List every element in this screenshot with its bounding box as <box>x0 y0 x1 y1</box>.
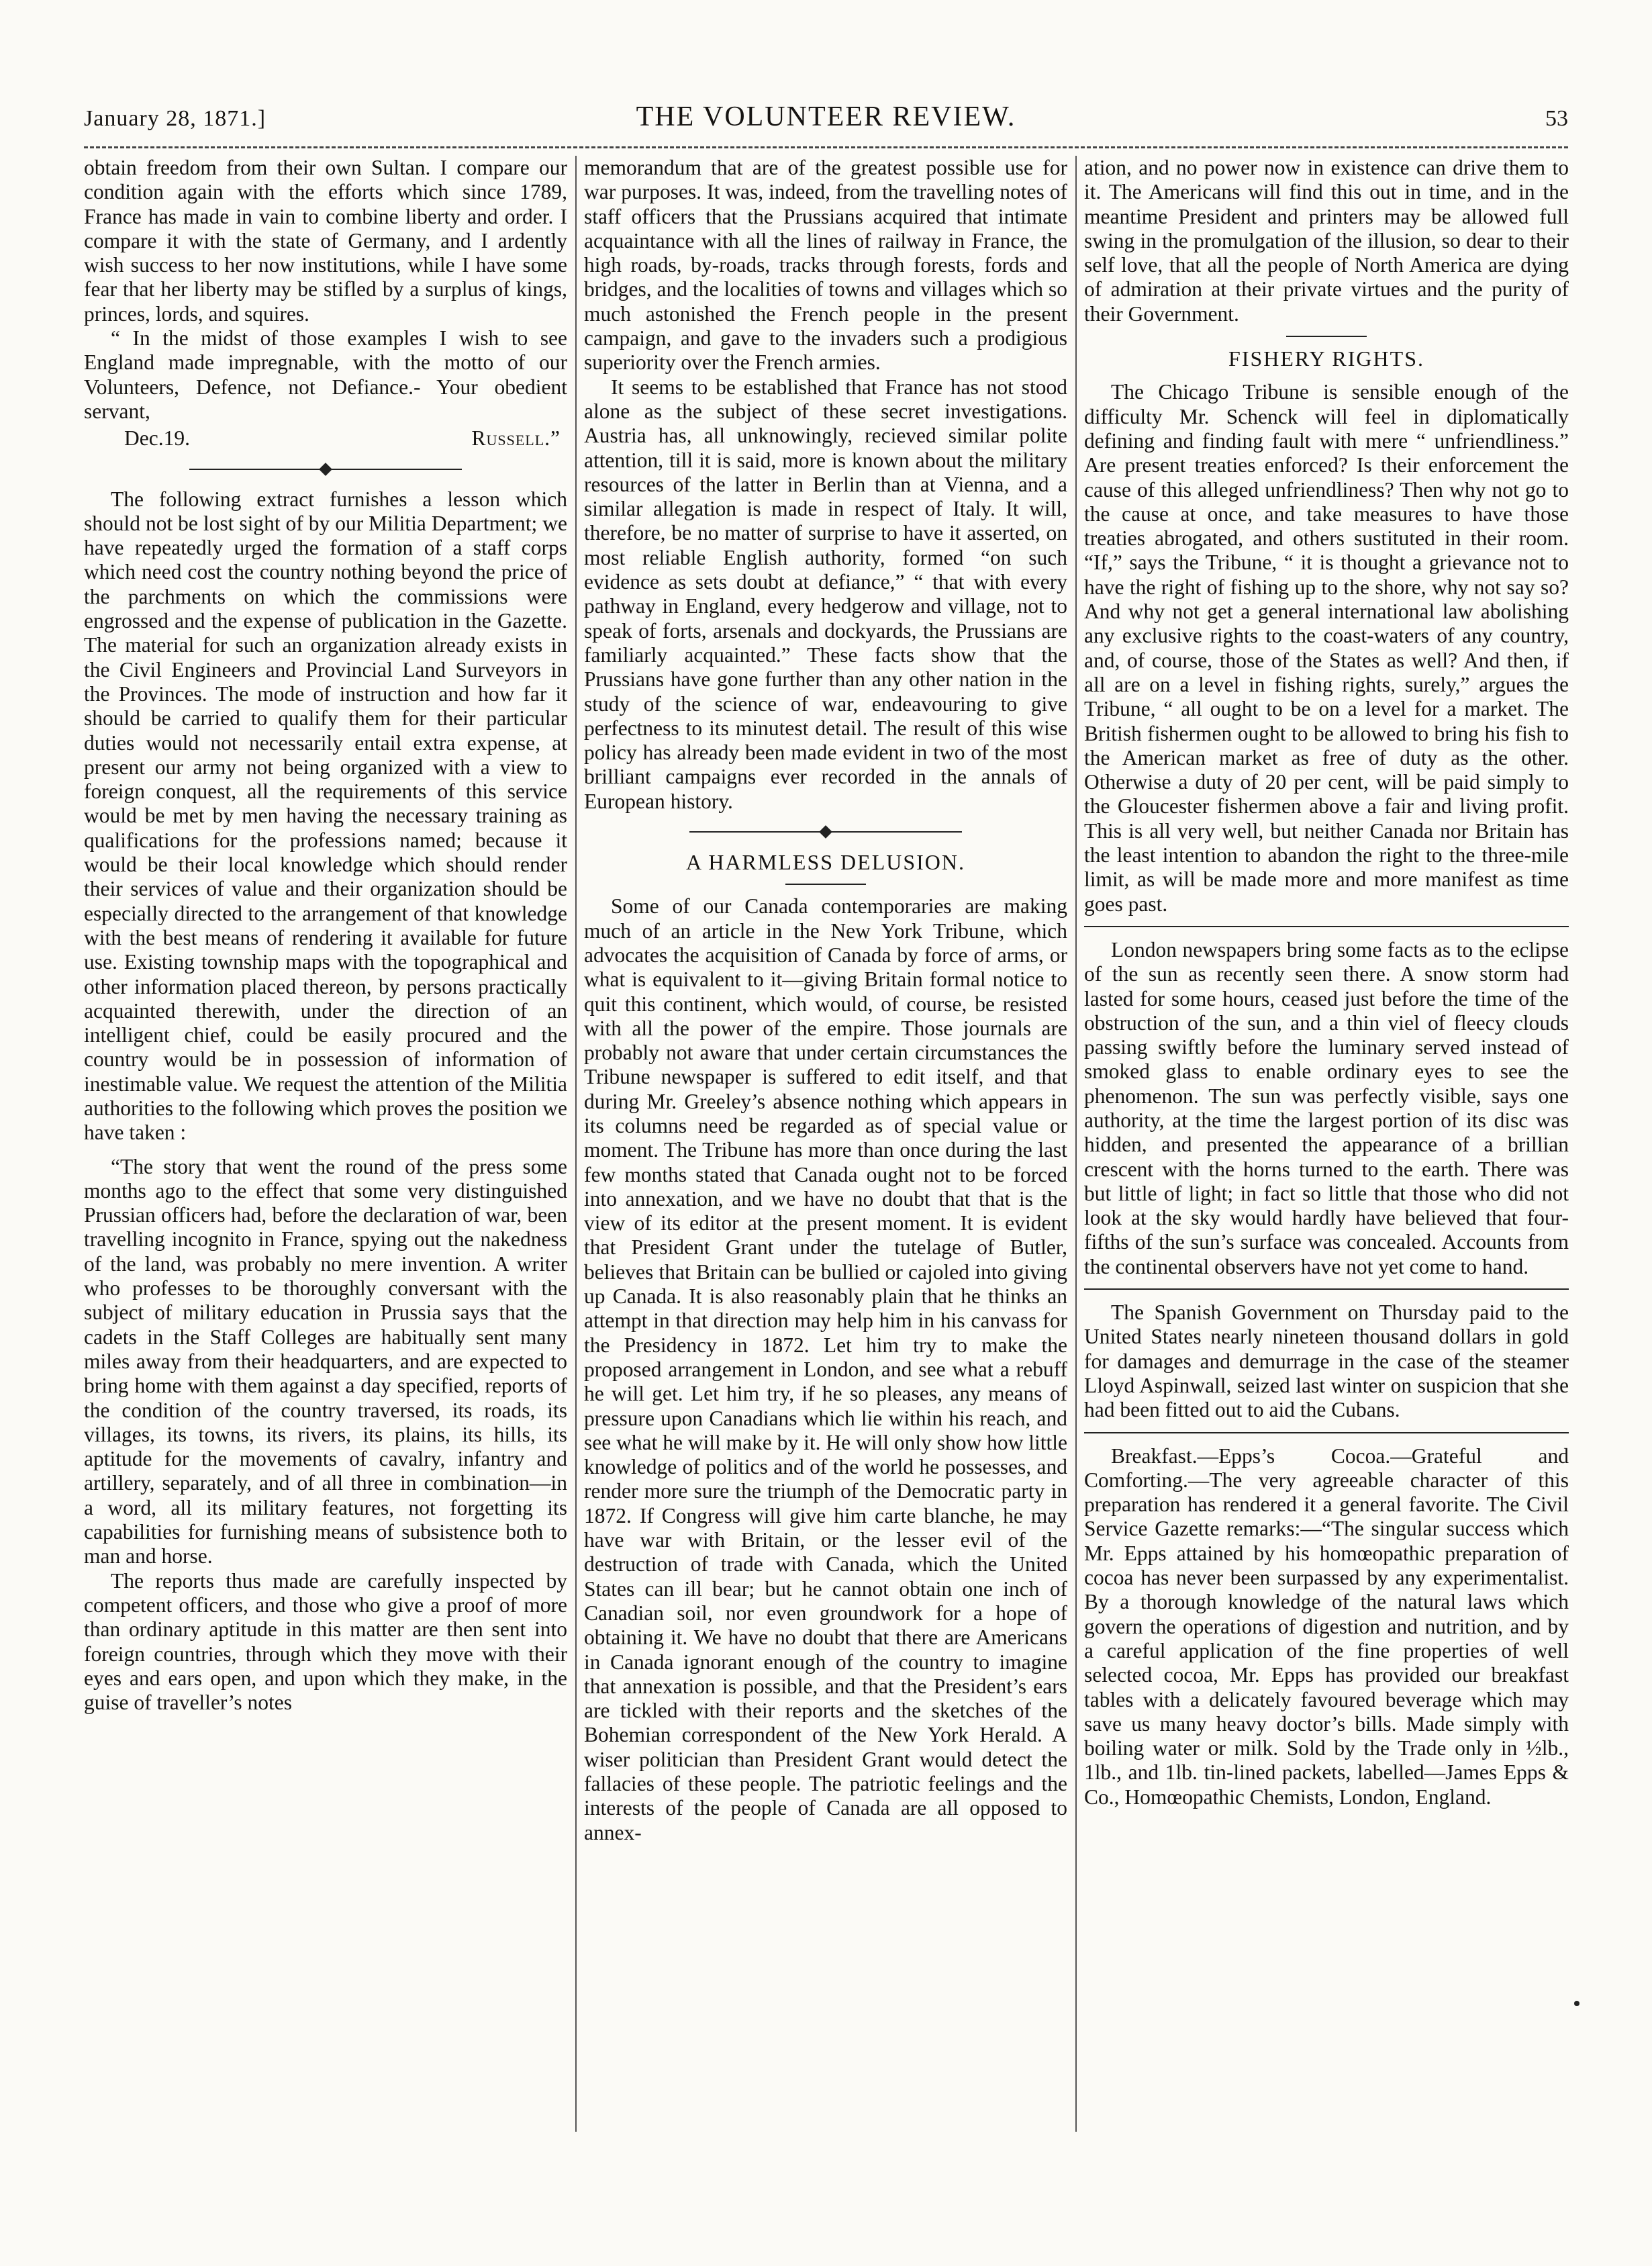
article-heading-harmless-delusion: A HARMLESS DELUSION. <box>685 850 966 875</box>
harmless-delusion-continuation: ation, and no power now in existence can drive them to it. The Americans will find this out in time, and in the meantime President and printers may be allowed full swing in the promulgation of the illusion, so dear to their self love, that all the people of North America are dying of admiration at their private virtues and the purity of their Government. <box>1084 156 1569 326</box>
eclipse-article: London newspapers bring some facts as to the eclipse of the sun as recently seen there. A snow storm had lasted for some hours, ceased just before the time of the obstruction of the sun, and a thin viel of fleecy clouds passing swiftly before the luminary served instead of smoked glass to enable ordinary eyes to see the phenomenon. The sun was perfectly visible, says one authority, at the time the largest portion of its disc was hidden, and presented the appearance of a brillian crescent with the horns turned to the earth. There was but little of light; in fact so little that those who did not look at the sky would hardly have believed that four-fifths of the sun’s surface was concealed. Accounts from the continental observers have not yet come to hand. <box>1084 937 1569 1278</box>
signature-date: Dec.19. <box>124 426 190 451</box>
section-rule <box>1084 1432 1569 1433</box>
section-ornament <box>84 459 567 477</box>
margin-mark <box>1574 2001 1580 2006</box>
fishery-rights-article: The Chicago Tribune is sensible enough of the difficulty Mr. Schenck will feel in diplomatically defining and finding fault with mere “ unfriendliness.” Are present treaties enforced? Is their enforcement the cause of this alleged unfriendliness? Then why not go to the cause at once, and take measures to have those treaties abrogated, and others sustituted in their room. “If,” says the Tribune, “ it is thought a grievance not to have the right of fishing up to the shore, why not say so? And why not get a general international law abolishing any exclusive rights to the coast-waters of any country, and, of course, those of the States as well? And then, if all are on a level in fishing rights, surely,” argues the Tribune, “ all ought to be on a level for a market. The British fishermen ought to be allowed to bring his fish to the American market as free of duty as the other. Otherwise a duty of 20 per cent, will be paid simply to the Gloucester fishermen above a fair and living profit. This is all very well, but neither Canada nor Britain has the least intention to abandon the right to the three-mile limit, as will be made more and more manifest as time goes past. <box>1084 380 1569 916</box>
column-rule-2 <box>1075 156 1077 2132</box>
article-heading-fishery-rights: FISHERY RIGHTS. <box>1228 346 1424 371</box>
column-rule-1 <box>575 156 577 2132</box>
quoted-investigations: It seems to be established that France has not stood alone as the subject of these secret investigations. Austria has, all unknowingly, recieved similar polite attention, till it is said, more is known about the military resources of the latter in Berlin than at Vienna, and a similar allegation is made in respect of Italy. It will, therefore, be no matter of surprise to have it asserted, on most reliable English authority, formed “on such evidence as sets doubt at defiance,” “ that with every pathway in England, every hedgerow and village, not to speak of forts, arsenals and dockyards, the Prussians are familiarly acquainted.” These facts show that the Prussians have gone further than any other nation in the study of the science of war, endeavouring to give perfectness to its minutest detail. The result of this wise policy has already been made evident in two of the most brilliant campaigns ever recorded in the annals of European history. <box>584 375 1067 813</box>
letter-closing: “ In the midst of those examples I wish to see England made impregnable, with the motto of our Volunteers, Defence, not Defiance.- Your obedient servant, <box>84 326 567 423</box>
column-3 <box>1084 156 1569 2132</box>
column-2 <box>584 156 1067 2132</box>
letter-signature <box>84 426 567 451</box>
page-number: 53 <box>1545 106 1568 131</box>
spanish-government-article: The Spanish Government on Thursday paid to the United States nearly nineteen thousand dollars in gold for damages and demurrage in the case of the steamer Lloyd Aspinwall, seized last winter on suspicion that she had been fitted out to aid the Cubans. <box>1084 1301 1569 1422</box>
issue-date: January 28, 1871.] <box>84 106 266 131</box>
section-ornament <box>584 822 1067 839</box>
column-1 <box>84 156 567 2132</box>
staff-corps-article: The following extract furnishes a lesson which should not be lost sight of by our Militia Department; we have repeatedly urged the formation of a staff corps which need cost the country nothing beyond the price of the parchments on which the commissions were engrossed and the expense of publication in the Gazette. The material for such an organization already exists in the Civil Engineers and Provincial Land Surveyors in the Provinces. The mode of instruction and how far it should be carried to qualify them for their particular duties would not necessarily entail extra expense, at present our army not being organized with a view to foreign conquest, all the requirements of this service would be met by men having the necessary training as qualifications for the professions named; because it would be their local knowledge which should render their services of value and their organization should be especially directed to the arrangement of that knowledge with the best means of rendering it available for future use. Existing township maps with the topographical and other information placed thereon, by persons practically acquainted therewith, under the direction of an intelligent chief, could be easily procured and the country would be in possession of information of inestimable value. We request the attention of the Militia authorities to the following which proves the position we have taken : <box>84 487 567 1145</box>
quoted-reports: The reports thus made are carefully inspected by competent officers, and those who give a proof of more than ordinary aptitude in this matter are then sent into foreign countries, through which they move with their eyes and ears open, and upon which they make, in the guise of traveller’s notes <box>84 1568 567 1715</box>
quoted-prussian-officers: “The story that went the round of the press some months ago to the effect that some very distinguished Prussian officers had, before the declaration of war, been travelling incognito in France, spying out the nakedness of the land, was probably no mere invention. A writer who professes to be thoroughly conversant with the subject of military education in Prussia says that the cadets in the Staff Colleges are habitually sent many miles away from their headquarters, and are expected to bring home with them against a day specified, reports of the condition of the country traversed, its roads, its villages, its towns, its rivers, its plains, its hills, its aptitude for the movements of cavalry, infantry and artillery, separately, and of all three in combination—in a word, all its military features, not forgetting its capabilities for furnishing means of subsistence both to man and horse. <box>84 1154 567 1568</box>
section-rule <box>1084 1288 1569 1290</box>
page-header <box>84 101 1568 141</box>
epps-cocoa-advertisement: Breakfast.—Epps’s Cocoa.—Grateful and Comforting.—The very agreeable character of this preparation has rendered it a general favorite. The Civil Service Gazette remarks:—“The singular success which Mr. Epps attained by his homœopathic preparation of cocoa has never been surpassed by any experimentalist. By a thorough knowledge of the natural laws which govern the operations of digestion and nutrition, and by a careful application of the fine properties of well selected cocoa, Mr. Epps has provided our breakfast tables with a delicately favoured beverage which may save us many heavy doctor’s bills. Made simply with boiling water or milk. Sold by the Trade only in ½lb., 1lb., and 1lb. tin-lined packets, labelled—James Epps & Co., Homœopathic Chemists, London, England. <box>1084 1444 1569 1809</box>
masthead-title: THE VOLUNTEER REVIEW. <box>636 101 1016 132</box>
heading-rule <box>785 884 866 885</box>
section-rule <box>1286 336 1367 337</box>
section-rule <box>1084 926 1569 927</box>
harmless-delusion-article: Some of our Canada contemporaries are making much of an article in the New York Tribune, which advocates the acquisition of Canada by force of arms, or what is equivalent to it—giving Britain formal notice to quit this continent, which would, of course, be resisted with all the power of the empire. Those journals are probably not aware that under certain circumstances the Tribune newspaper is suffered to edit itself, and that during Mr. Greeley’s absence nothing which appears in its columns need be regarded as of special value or moment. The Tribune has more than once during the last few months stated that Canada ought not to be forced into annexation, and we have no doubt that that is the view of its editor at the present moment. It is evident that President Grant under the tutelage of Butler, believes that Britain can be bullied or cajoled into giving up Canada. It is also reasonably plain that he thinks an attempt in that direction may help him in his canvass for the Presidency in 1872. Let him try to make the proposed arrangement in London, and see what a rebuff he will get. Let him try, if he so pleases, any means of pressure upon Canadians which lie within his reach, and see what he will make by it. He will only show how little knowledge of politics and of the world he possesses, and render more sure the triumph of the Democratic party in 1872. If Congress will give him carte blanche, he may have war with Britain, or the lesser evil of the destruction of trade with Canada, which the United States can ill bear; but he cannot obtain one inch of Canadian soil, nor even groundwork for a hope of obtaining it. We have no doubt that there are Americans in Canada ignorant enough of the country to imagine that annexation is possible, and that the President’s ears are tickled with their reports and the sketches of the Bohemian correspondent of the New York Herald. A wiser politician than President Grant would detect the fallacies of these people. The patriotic feelings and the interests of the people of Canada are all opposed to annex- <box>584 894 1067 1844</box>
header-rule <box>84 146 1568 148</box>
signature-name: Russell.” <box>471 426 561 451</box>
letter-continuation: obtain freedom from their own Sultan. I compare our condition again with the efforts which since 1789, France has made in vain to combine liberty and order. I compare it with the state of Germany, and I ardently wish success to her now institutions, while I have some fear that her liberty may be stifled by a surplus of kings, princes, lords, and squires. <box>84 156 567 326</box>
quoted-memoranda: memorandum that are of the greatest possible use for war purposes. It was, indeed, from the travelling notes of staff officers that the Prussians acquired that intimate acquaintance with all the lines of railway in France, the high roads, by-roads, tracks through forests, fords and bridges, and the localities of towns and villages which so much astonished the French people in the present campaign, and gave to the invaders such a prodigious superiority over the French armies. <box>584 156 1067 375</box>
